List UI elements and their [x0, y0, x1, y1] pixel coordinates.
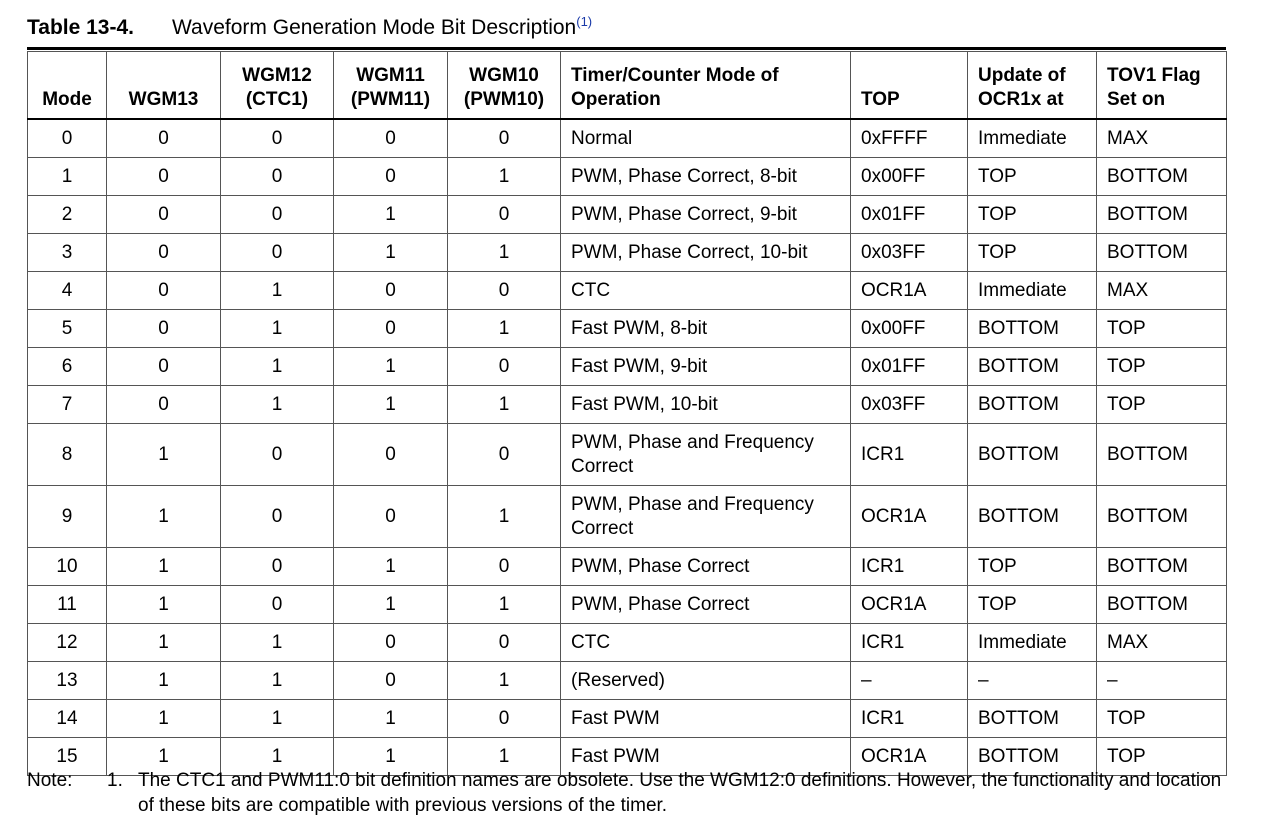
header-wgm10: [448, 52, 561, 120]
cell-top: 0xFFFF: [851, 119, 968, 158]
cell-mode: 12: [28, 624, 107, 662]
table-caption: [27, 14, 592, 50]
cell-tov1-flag: TOP: [1097, 310, 1227, 348]
cell-operation: (Reserved): [561, 662, 851, 700]
cell-wgm13: 1: [107, 548, 221, 586]
cell-tov1-flag: TOP: [1097, 738, 1227, 776]
cell-tov1-flag: BOTTOM: [1097, 424, 1227, 486]
cell-ocr-update: TOP: [968, 548, 1097, 586]
header-operation: [561, 52, 851, 120]
cell-ocr-update: BOTTOM: [968, 738, 1097, 776]
header-line: Timer/Counter Mode of: [571, 65, 779, 86]
cell-operation: Normal: [561, 119, 851, 158]
cell-wgm10: 0: [448, 348, 561, 386]
cell-wgm12: 0: [221, 486, 334, 548]
cell-wgm12: 0: [221, 119, 334, 158]
cell-wgm10: 1: [448, 738, 561, 776]
cell-wgm13: 0: [107, 310, 221, 348]
cell-wgm10: 1: [448, 586, 561, 624]
cell-wgm10: 0: [448, 424, 561, 486]
cell-top: OCR1A: [851, 586, 968, 624]
table-row: [28, 424, 1227, 486]
cell-mode: 1: [28, 158, 107, 196]
cell-ocr-update: Immediate: [968, 272, 1097, 310]
cell-mode: 10: [28, 548, 107, 586]
header-line: (PWM10): [463, 89, 545, 110]
cell-operation: PWM, Phase and Frequency Correct: [561, 486, 851, 548]
cell-operation: PWM, Phase Correct, 8-bit: [561, 158, 851, 196]
cell-mode: 13: [28, 662, 107, 700]
table-title: Waveform Generation Mode Bit Description: [172, 16, 577, 39]
table-row: [28, 348, 1227, 386]
cell-mode: 6: [28, 348, 107, 386]
cell-ocr-update: TOP: [968, 158, 1097, 196]
cell-mode: 5: [28, 310, 107, 348]
cell-top: OCR1A: [851, 272, 968, 310]
cell-ocr-update: TOP: [968, 586, 1097, 624]
cell-wgm11: 0: [334, 310, 448, 348]
cell-ocr-update: TOP: [968, 234, 1097, 272]
cell-operation: PWM, Phase Correct: [561, 586, 851, 624]
header-line: Update of: [978, 65, 1066, 86]
cell-top: 0x00FF: [851, 158, 968, 196]
table-row: [28, 586, 1227, 624]
cell-ocr-update: –: [968, 662, 1097, 700]
cell-wgm13: 1: [107, 738, 221, 776]
table-row: [28, 386, 1227, 424]
header-top: [851, 52, 968, 120]
cell-operation: CTC: [561, 272, 851, 310]
cell-wgm11: 0: [334, 662, 448, 700]
cell-wgm13: 1: [107, 486, 221, 548]
cell-top: OCR1A: [851, 486, 968, 548]
table-row: [28, 700, 1227, 738]
cell-top: OCR1A: [851, 738, 968, 776]
note-label: Note:: [27, 770, 73, 791]
header-wgm11: [334, 52, 448, 120]
cell-wgm10: 0: [448, 196, 561, 234]
cell-wgm10: 1: [448, 158, 561, 196]
header-wgm12: [221, 52, 334, 120]
cell-tov1-flag: TOP: [1097, 348, 1227, 386]
cell-ocr-update: BOTTOM: [968, 348, 1097, 386]
cell-mode: 4: [28, 272, 107, 310]
cell-mode: 11: [28, 586, 107, 624]
cell-ocr-update: BOTTOM: [968, 386, 1097, 424]
cell-tov1-flag: BOTTOM: [1097, 586, 1227, 624]
cell-wgm13: 0: [107, 196, 221, 234]
cell-wgm13: 0: [107, 272, 221, 310]
cell-tov1-flag: MAX: [1097, 624, 1227, 662]
cell-tov1-flag: BOTTOM: [1097, 158, 1227, 196]
cell-top: 0x01FF: [851, 196, 968, 234]
cell-wgm11: 0: [334, 119, 448, 158]
cell-operation: PWM, Phase Correct, 9-bit: [561, 196, 851, 234]
cell-wgm10: 0: [448, 272, 561, 310]
cell-ocr-update: Immediate: [968, 624, 1097, 662]
cell-mode: 9: [28, 486, 107, 548]
cell-wgm11: 1: [334, 386, 448, 424]
cell-wgm11: 1: [334, 586, 448, 624]
cell-wgm13: 0: [107, 386, 221, 424]
cell-ocr-update: BOTTOM: [968, 424, 1097, 486]
cell-wgm13: 0: [107, 348, 221, 386]
cell-mode: 0: [28, 119, 107, 158]
table-top-rule: [27, 47, 1226, 50]
cell-wgm10: 0: [448, 548, 561, 586]
cell-top: ICR1: [851, 624, 968, 662]
header-line: WGM10: [469, 65, 539, 86]
cell-wgm13: 0: [107, 158, 221, 196]
cell-wgm12: 1: [221, 386, 334, 424]
header-line: WGM13: [128, 89, 199, 110]
cell-tov1-flag: MAX: [1097, 272, 1227, 310]
header-line: WGM12: [242, 65, 312, 86]
header-mode: [28, 52, 107, 120]
header-line: Set on: [1107, 89, 1166, 110]
cell-wgm10: 1: [448, 662, 561, 700]
cell-top: ICR1: [851, 548, 968, 586]
cell-wgm10: 0: [448, 624, 561, 662]
cell-mode: 2: [28, 196, 107, 234]
cell-top: 0x03FF: [851, 386, 968, 424]
cell-wgm11: 1: [334, 196, 448, 234]
cell-top: 0x03FF: [851, 234, 968, 272]
cell-wgm12: 1: [221, 624, 334, 662]
table-row: [28, 310, 1227, 348]
header-tov1-flag: [1097, 52, 1227, 120]
cell-wgm12: 1: [221, 348, 334, 386]
cell-wgm11: 0: [334, 158, 448, 196]
cell-wgm11: 1: [334, 234, 448, 272]
cell-tov1-flag: –: [1097, 662, 1227, 700]
table-row: [28, 119, 1227, 158]
cell-operation: Fast PWM: [561, 738, 851, 776]
cell-ocr-update: BOTTOM: [968, 486, 1097, 548]
cell-wgm13: 1: [107, 662, 221, 700]
cell-wgm13: 1: [107, 700, 221, 738]
cell-wgm11: 1: [334, 738, 448, 776]
cell-ocr-update: Immediate: [968, 119, 1097, 158]
cell-wgm12: 1: [221, 662, 334, 700]
cell-wgm13: 0: [107, 234, 221, 272]
cell-top: 0x01FF: [851, 348, 968, 386]
header-line: Mode: [42, 89, 92, 110]
cell-operation: Fast PWM, 10-bit: [561, 386, 851, 424]
cell-wgm13: 1: [107, 586, 221, 624]
cell-tov1-flag: BOTTOM: [1097, 196, 1227, 234]
cell-wgm11: 0: [334, 424, 448, 486]
waveform-mode-table: [27, 51, 1227, 776]
table-row: [28, 158, 1227, 196]
cell-mode: 15: [28, 738, 107, 776]
cell-operation: Fast PWM, 8-bit: [561, 310, 851, 348]
cell-wgm12: 0: [221, 158, 334, 196]
cell-wgm12: 0: [221, 196, 334, 234]
cell-wgm10: 0: [448, 119, 561, 158]
cell-wgm13: 1: [107, 424, 221, 486]
note-index: 1.: [107, 770, 123, 791]
cell-wgm11: 1: [334, 700, 448, 738]
header-wgm13: [107, 52, 221, 120]
header-line: TOV1 Flag: [1107, 65, 1201, 86]
footnote-link[interactable]: (1): [576, 14, 593, 29]
cell-wgm10: 0: [448, 700, 561, 738]
cell-wgm10: 1: [448, 310, 561, 348]
cell-wgm11: 0: [334, 272, 448, 310]
cell-operation: Fast PWM: [561, 700, 851, 738]
cell-tov1-flag: MAX: [1097, 119, 1227, 158]
cell-wgm10: 1: [448, 234, 561, 272]
cell-tov1-flag: TOP: [1097, 386, 1227, 424]
cell-wgm11: 1: [334, 348, 448, 386]
cell-wgm12: 0: [221, 234, 334, 272]
cell-ocr-update: TOP: [968, 196, 1097, 234]
cell-wgm11: 1: [334, 548, 448, 586]
cell-operation: Fast PWM, 9-bit: [561, 348, 851, 386]
cell-wgm13: 0: [107, 119, 221, 158]
cell-tov1-flag: BOTTOM: [1097, 486, 1227, 548]
cell-top: –: [851, 662, 968, 700]
cell-wgm12: 1: [221, 272, 334, 310]
header-line: OCR1x at: [978, 89, 1064, 110]
cell-wgm11: 0: [334, 486, 448, 548]
cell-top: ICR1: [851, 700, 968, 738]
cell-mode: 14: [28, 700, 107, 738]
cell-wgm12: 0: [221, 548, 334, 586]
cell-top: ICR1: [851, 424, 968, 486]
cell-wgm10: 1: [448, 486, 561, 548]
note-text: The CTC1 and PWM11:0 bit definition names are obsolete. Use the WGM12:0 definitions. However, the functionality and location of these bits are compatible with previous versions of the timer.: [138, 770, 1222, 816]
cell-operation: CTC: [561, 624, 851, 662]
header-row: [28, 52, 1227, 120]
table-row: [28, 624, 1227, 662]
cell-tov1-flag: TOP: [1097, 700, 1227, 738]
table-row: [28, 486, 1227, 548]
cell-operation: PWM, Phase and Frequency Correct: [561, 424, 851, 486]
table-row: [28, 272, 1227, 310]
table-number: Table 13-4.: [27, 16, 134, 39]
cell-ocr-update: BOTTOM: [968, 310, 1097, 348]
table-row: [28, 196, 1227, 234]
cell-ocr-update: BOTTOM: [968, 700, 1097, 738]
cell-tov1-flag: BOTTOM: [1097, 234, 1227, 272]
table-row: [28, 234, 1227, 272]
table-row: [28, 662, 1227, 700]
cell-wgm12: 1: [221, 700, 334, 738]
cell-operation: PWM, Phase Correct: [561, 548, 851, 586]
header-line: Operation: [571, 89, 661, 110]
table-body: [28, 119, 1227, 776]
table-row: [28, 548, 1227, 586]
header-line: TOP: [861, 89, 900, 110]
cell-wgm10: 1: [448, 386, 561, 424]
cell-wgm11: 0: [334, 624, 448, 662]
cell-mode: 8: [28, 424, 107, 486]
cell-wgm12: 1: [221, 310, 334, 348]
cell-mode: 7: [28, 386, 107, 424]
cell-operation: PWM, Phase Correct, 10-bit: [561, 234, 851, 272]
header-line: (CTC1): [245, 89, 309, 110]
cell-wgm12: 0: [221, 586, 334, 624]
header-line: WGM11: [356, 65, 425, 86]
cell-wgm13: 1: [107, 624, 221, 662]
header-line: (PWM11): [350, 89, 431, 110]
cell-mode: 3: [28, 234, 107, 272]
cell-tov1-flag: BOTTOM: [1097, 548, 1227, 586]
cell-top: 0x00FF: [851, 310, 968, 348]
header-ocr-update: [968, 52, 1097, 120]
cell-wgm12: 1: [221, 738, 334, 776]
cell-wgm12: 0: [221, 424, 334, 486]
